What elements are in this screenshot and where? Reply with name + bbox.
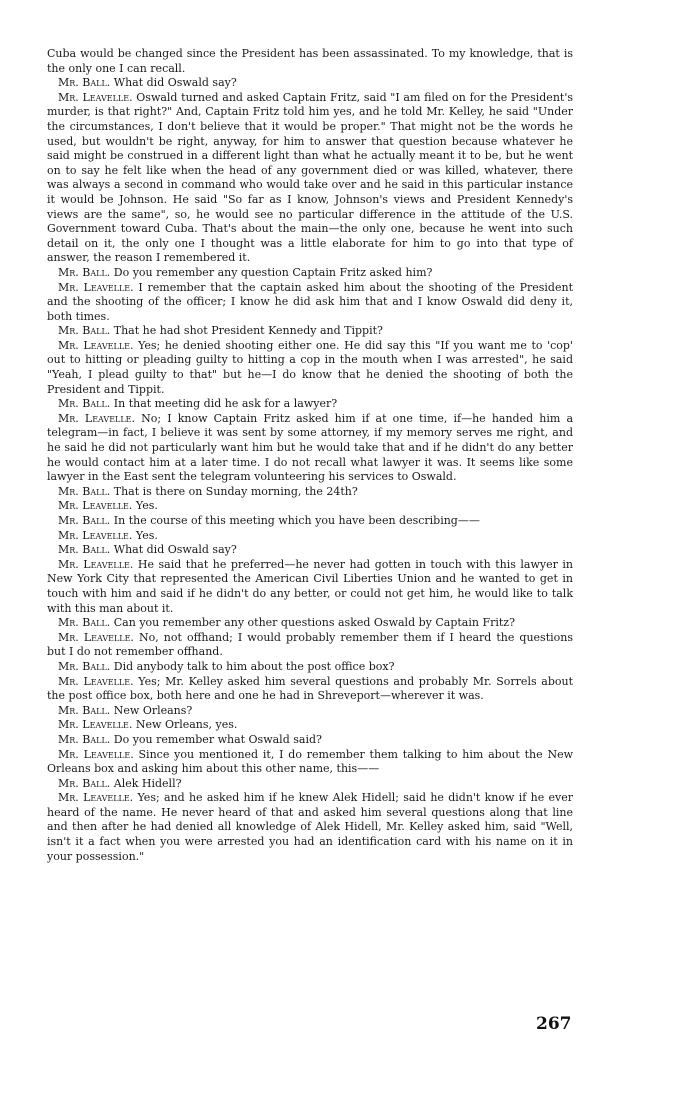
testimony-paragraph xyxy=(47,660,573,675)
testimony-paragraph xyxy=(47,324,573,339)
testimony-paragraph xyxy=(47,733,573,748)
paragraph-text: No, not offhand; I would probably remember them if I heard the questions but I do not remember offhand. xyxy=(47,630,573,659)
speaker-name: Mr. Leavelle. xyxy=(58,90,133,104)
paragraph-text: Oswald turned and asked Captain Fritz, said "I am filed on for the President's murder, is that right?" And, Captain Fritz told him yes, and he told Mr. Kelley, he said "Under the circumstances, I don't believe that it would be proper." That might not be the words he used, but wouldn't be right, anyway, for him to answer that question because whatever he said might be construed in a different light than what he actually meant it to be, but he went on to say he felt like when the head of any government died or was killed, whatever, there was always a second in command who would take over and he said in this particular instance it would be Johnson. He said "So far as I know, Johnson's views and President Kennedy's views are the same", so, he would see no particular difference in the attitude of the U.S. Government toward Cuba. That's about the main—the only one, because he went into such detail on it, the only one I thought was a little elaborate for him to go into that type of answer, the reason I remembered it. xyxy=(47,90,573,265)
testimony-paragraph xyxy=(47,558,573,616)
speaker-name: Mr. Ball. xyxy=(58,703,111,717)
paragraph-text: Alek Hidell? xyxy=(113,776,182,790)
testimony-paragraph xyxy=(47,791,573,864)
paragraph-text: Can you remember any other questions asked Oswald by Captain Fritz? xyxy=(113,616,515,630)
speaker-name: Mr. Ball. xyxy=(58,484,111,498)
paragraph-text: What did Oswald say? xyxy=(113,76,237,90)
paragraph-text: In the course of this meeting which you have been describing—— xyxy=(113,514,480,527)
speaker-name: Mr. Ball. xyxy=(58,659,111,673)
speaker-name: Mr. Leavelle. xyxy=(58,747,134,761)
paragraph-text: I remember that the captain asked him about the shooting of the President and the shooting of the officer; I know he did ask him that and I know Oswald did deny it, both times. xyxy=(47,280,573,323)
testimony-paragraph xyxy=(47,616,573,631)
testimony-paragraph xyxy=(47,76,573,91)
page-number: 267 xyxy=(536,1014,572,1034)
speaker-name: Mr. Leavelle. xyxy=(58,338,134,352)
speaker-name: Mr. Leavelle. xyxy=(58,557,134,571)
testimony-paragraph xyxy=(47,704,573,719)
speaker-name: Mr. Leavelle. xyxy=(58,674,134,688)
speaker-name: Mr. Leavelle. xyxy=(58,528,133,542)
testimony-paragraph xyxy=(47,397,573,412)
speaker-name: Mr. Ball. xyxy=(58,732,111,746)
paragraph-text: Yes; Mr. Kelley asked him several questions and probably Mr. Sorrels about the post office box, both here and one he had in Shreveport—wherever it was. xyxy=(47,674,574,703)
paragraph-text: He said that he preferred—he never had gotten in touch with this lawyer in New York City that represented the American Civil Liberties Union and he wanted to get in touch with him and said if he didn't do any better, or could not get him, he would like to talk with this man about it. xyxy=(47,557,573,615)
testimony-paragraph xyxy=(47,718,573,733)
testimony-paragraph xyxy=(47,543,573,558)
testimony-paragraph xyxy=(47,266,573,281)
testimony-paragraph xyxy=(47,529,573,544)
paragraph-text: Do you remember what Oswald said? xyxy=(113,732,322,746)
testimony-text xyxy=(47,47,573,864)
testimony-paragraph xyxy=(47,631,573,660)
testimony-paragraph xyxy=(47,748,573,777)
paragraph-text: No; I know Captain Fritz asked him if at one time, if—he handed him a telegram—in fact, I believe it was sent by some attorney, if my memory serves me right, and he said he did not particularly want him but he would take that and if he didn't do any better he would contact him at a later time. I do not recall what lawyer it was. It seems like some lawyer in the East sent the telegram volunteering his services to Oswald. xyxy=(47,411,573,484)
speaker-name: Mr. Leavelle. xyxy=(58,411,136,425)
speaker-name: Mr. Ball. xyxy=(58,397,111,411)
speaker-name: Mr. Ball. xyxy=(58,616,111,630)
paragraph-text: Yes. xyxy=(135,528,158,542)
paragraph-text: Since you mentioned it, I do remember them talking to him about the New Orleans box and asking him about this other name, this—— xyxy=(47,747,573,776)
paragraph-text: New Orleans? xyxy=(113,703,193,717)
testimony-paragraph xyxy=(47,281,573,325)
paragraph-text: Yes; he denied shooting either one. He did say this "If you want me to 'cop' out to hitting or pleading guilty to hitting a cop in the mouth when I was arrested", he said "Yeah, I plead guilty to that" but he—I do know that he denied the shooting of both the President and Tippit. xyxy=(47,338,573,396)
testimony-paragraph xyxy=(47,91,573,266)
testimony-paragraph xyxy=(47,47,573,76)
speaker-name: Mr. Ball. xyxy=(58,265,111,279)
speaker-name: Mr. Leavelle. xyxy=(58,630,134,644)
speaker-name: Mr. Ball. xyxy=(58,543,111,557)
testimony-paragraph xyxy=(47,777,573,792)
testimony-paragraph xyxy=(47,499,573,514)
paragraph-text: Cuba would be changed since the President has been assassinated. To my knowledge, that is the only one I can recall. xyxy=(47,47,573,75)
speaker-name: Mr. Leavelle. xyxy=(58,280,134,294)
speaker-name: Mr. Ball. xyxy=(58,776,111,790)
paragraph-text: Do you remember any question Captain Fritz asked him? xyxy=(113,265,433,279)
testimony-paragraph xyxy=(47,412,573,485)
paragraph-text: Yes. xyxy=(135,499,158,513)
speaker-name: Mr. Leavelle. xyxy=(58,499,133,513)
paragraph-text: What did Oswald say? xyxy=(113,543,237,557)
speaker-name: Mr. Leavelle. xyxy=(58,791,134,805)
speaker-name: Mr. Ball. xyxy=(58,76,111,90)
speaker-name: Mr. Leavelle. xyxy=(58,718,133,732)
speaker-name: Mr. Ball. xyxy=(58,514,111,527)
testimony-paragraph xyxy=(47,339,573,397)
paragraph-text: Yes; and he asked him if he knew Alek Hidell; said he didn't know if he ever heard of the name. He never heard of that and asked him several questions along that line and then after he had denied all knowledge of Alek Hidell, Mr. Kelley asked him, said "Well, isn't it a fact when you were arrested you had an identification card with his name on it in your possession." xyxy=(47,791,573,863)
testimony-paragraph xyxy=(47,485,573,500)
testimony-paragraph xyxy=(47,514,573,529)
paragraph-text: That is there on Sunday morning, the 24th? xyxy=(113,484,358,498)
paragraph-text: Did anybody talk to him about the post office box? xyxy=(113,659,395,673)
paragraph-text: In that meeting did he ask for a lawyer? xyxy=(113,397,338,411)
testimony-paragraph xyxy=(47,675,573,704)
speaker-name: Mr. Ball. xyxy=(58,324,111,338)
paragraph-text: That he had shot President Kennedy and Tippit? xyxy=(113,324,383,338)
paragraph-text: New Orleans, yes. xyxy=(135,718,238,732)
